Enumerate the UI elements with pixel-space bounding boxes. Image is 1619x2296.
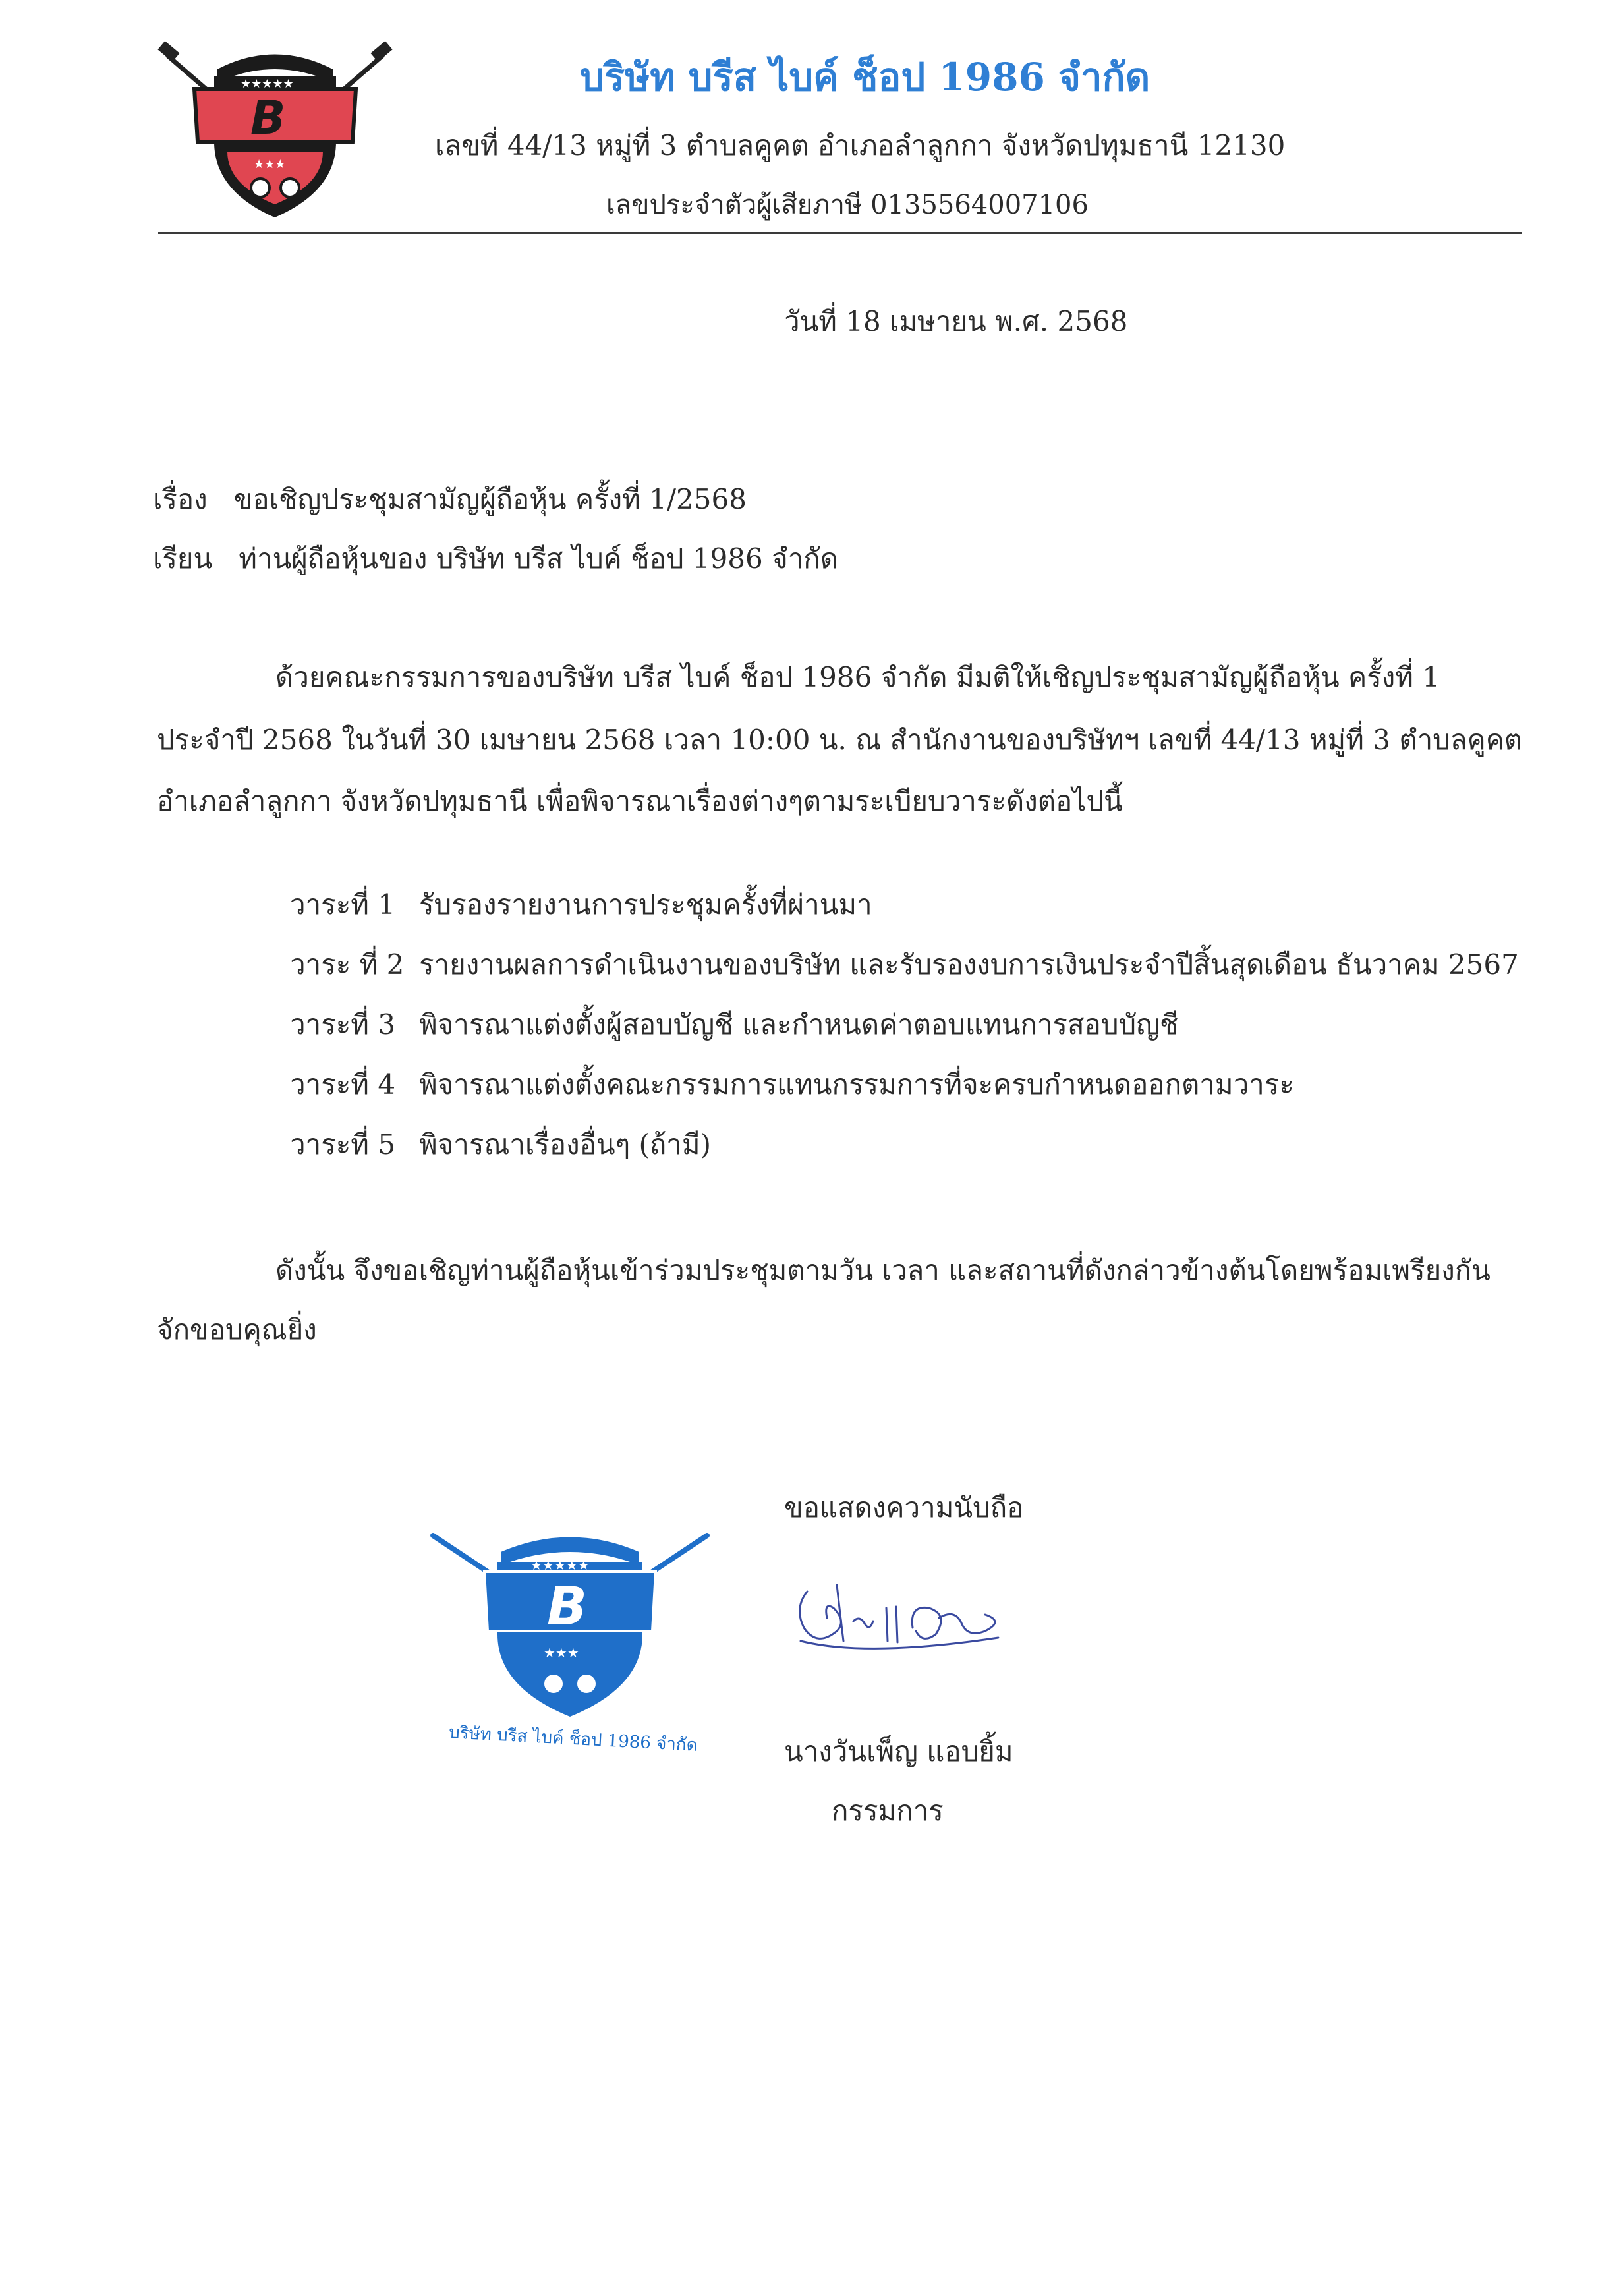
svg-text:B: B	[250, 91, 286, 145]
company-tax-id: เลขประจำตัวผู้เสียภาษี 0135564007106	[606, 190, 1089, 220]
agenda-number: วาระที่ 1	[290, 888, 396, 921]
company-address: เลขที่ 44/13 หมู่ที่ 3 ตำบลคูคต อำเภอลำลูกกา จังหวัดปทุมธานี 12130	[435, 129, 1286, 161]
agenda-number: วาระ ที่ 2	[290, 948, 405, 981]
agenda-list	[290, 883, 1519, 1183]
intro-line-2: ประจำปี 2568 ในวันที่ 30 เมษายน 2568 เวลา 10:00 น. ณ สำนักงานของบริษัทฯ เลขที่ 44/13 หมู่ที่ 3 ตำบลคูคต	[157, 724, 1523, 756]
signatory-position: กรรมการ	[832, 1794, 944, 1827]
svg-text:★★★: ★★★	[254, 158, 286, 171]
company-stamp	[425, 1516, 715, 1756]
agenda-number: วาระที่ 4	[290, 1068, 396, 1101]
intro-line-1: ด้วยคณะกรรมการของบริษัท บรีส ไบค์ ช็อป 1986 จำกัด มีมติให้เชิญประชุมสามัญผู้ถือหุ้น ครั้งที่ 1	[275, 661, 1440, 693]
agenda-text: รายงานผลการดำเนินงานของบริษัท และรับรองงบการเงินประจำปีสิ้นสุดเดือน ธันวาคม 2567	[419, 948, 1519, 981]
signature-scribble-icon	[787, 1568, 1025, 1667]
subject-text: ขอเชิญประชุมสามัญผู้ถือหุ้น ครั้งที่ 1/2568	[233, 483, 747, 515]
handwritten-signature	[787, 1568, 1025, 1667]
svg-text:★★★★★: ★★★★★	[241, 77, 294, 91]
svg-text:B: B	[547, 1576, 587, 1637]
agenda-item	[290, 1063, 1519, 1123]
svg-text:★★★: ★★★	[544, 1645, 579, 1661]
shield-b-logo-icon	[155, 30, 395, 221]
agenda-text: พิจารณาแต่งตั้งผู้สอบบัญชี และกำหนดค่าตอบแทนการสอบบัญชี	[419, 1008, 1179, 1041]
signatory-name: นางวันเพ็ญ แอบยิ้ม	[784, 1735, 1013, 1767]
agenda-text: พิจารณาเรื่องอื่นๆ (ถ้ามี)	[419, 1128, 711, 1161]
agenda-item	[290, 1003, 1519, 1063]
recipient-line	[153, 537, 838, 581]
svg-text:★★★★★: ★★★★★	[530, 1557, 590, 1573]
company-stamp-icon	[425, 1516, 715, 1720]
agenda-text: พิจารณาแต่งตั้งคณะกรรมการแทนกรรมการที่จะครบกำหนดออกตามวาระ	[419, 1068, 1294, 1101]
agenda-item	[290, 943, 1519, 1003]
recipient-label: เรียน	[153, 542, 213, 575]
subject-line	[153, 478, 747, 521]
letterhead-divider	[158, 232, 1522, 234]
subject-label: เรื่อง	[153, 483, 208, 515]
company-name: บริษัท บรีส ไบค์ ช็อป 1986 จำกัด	[580, 55, 1150, 100]
signature-regards: ขอแสดงความนับถือ	[784, 1491, 1024, 1524]
company-logo	[155, 30, 395, 221]
agenda-number: วาระที่ 5	[290, 1128, 396, 1161]
closing-line-1: ดังนั้น จึงขอเชิญท่านผู้ถือหุ้นเข้าร่วมประชุมตามวัน เวลา และสถานที่ดังกล่าวข้างต้นโดยพร้อมเพรียงกัน	[275, 1254, 1491, 1286]
agenda-number: วาระที่ 3	[290, 1008, 396, 1041]
closing-line-2: จักขอบคุณยิ่ง	[157, 1313, 317, 1346]
letter-date: วันที่ 18 เมษายน พ.ศ. 2568	[784, 305, 1128, 337]
intro-line-3: อำเภอลำลูกกา จังหวัดปทุมธานี เพื่อพิจารณาเรื่องต่างๆตามระเบียบวาระดังต่อไปนี้	[157, 785, 1123, 817]
stamp-caption: บริษัท บรีส ไบค์ ช็อป 1986 จำกัด	[448, 1723, 698, 1756]
agenda-item	[290, 1123, 1519, 1183]
agenda-text: รับรองรายงานการประชุมครั้งที่ผ่านมา	[419, 888, 872, 921]
recipient-text: ท่านผู้ถือหุ้นของ บริษัท บรีส ไบค์ ช็อป 1986 จำกัด	[239, 542, 838, 575]
agenda-item	[290, 883, 1519, 943]
